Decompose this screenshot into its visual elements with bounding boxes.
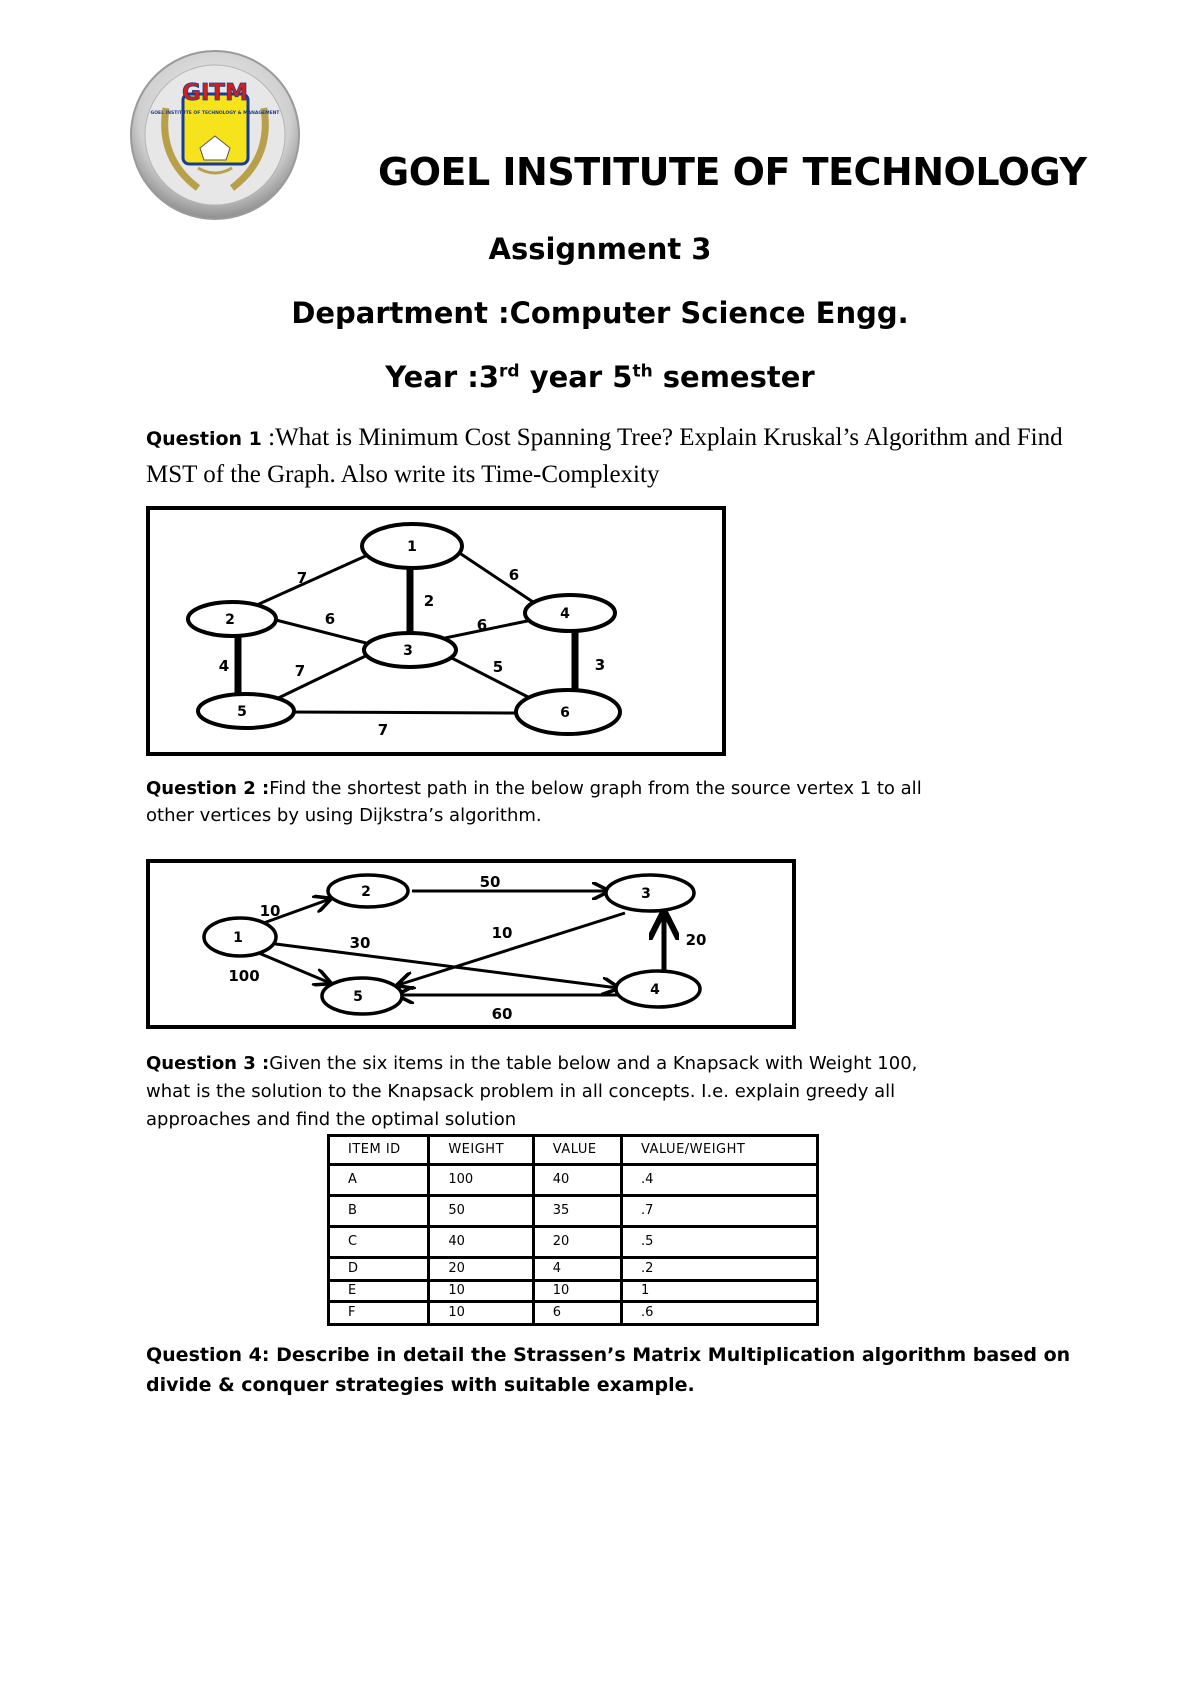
edge-2-3 <box>268 618 370 644</box>
department-line: Department :Computer Science Engg. <box>291 296 909 330</box>
table-row <box>329 1281 818 1302</box>
table-row <box>329 1165 818 1196</box>
edge-1-5 <box>254 951 330 983</box>
table-cell: 10 <box>429 1302 533 1325</box>
question-2: Question 2 :Find the shortest path in the below graph from the source vertex 1 to all other vertices by using Dijkstra’s algorithm. <box>146 778 922 826</box>
logo-subtext: GOEL INSTITUTE OF TECHNOLOGY & MANAGEMENT <box>150 111 280 116</box>
table-row <box>329 1227 818 1258</box>
node-3-label: 3 <box>641 886 651 902</box>
table-row <box>329 1196 818 1227</box>
table-row <box>329 1258 818 1281</box>
year-line: Year :3rd year 5th semester <box>385 360 815 394</box>
weight-4-3: 20 <box>685 931 707 949</box>
table-cell: B <box>329 1196 429 1227</box>
table-cell: 40 <box>429 1227 533 1258</box>
weight-1-5: 100 <box>228 967 260 985</box>
weight-2-5: 4 <box>218 657 230 675</box>
table-cell: A <box>329 1165 429 1196</box>
column-header-value: VALUE <box>533 1136 621 1165</box>
table-cell: .7 <box>622 1196 818 1227</box>
edge-3-5 <box>270 650 378 702</box>
table-cell: 6 <box>533 1302 621 1325</box>
table-header-row <box>329 1136 818 1165</box>
weight-1-3: 2 <box>423 592 435 610</box>
weight-1-2: 7 <box>296 569 308 587</box>
weight-3-4: 6 <box>476 616 488 634</box>
edge-1-4 <box>268 943 618 988</box>
table-cell: 35 <box>533 1196 621 1227</box>
dijkstra-graph-figure <box>146 859 796 1029</box>
node-6-label: 6 <box>560 705 570 721</box>
weight-1-4: 30 <box>349 934 371 952</box>
node-5-label: 5 <box>237 704 247 720</box>
table-cell: 50 <box>429 1196 533 1227</box>
table-cell: E <box>329 1281 429 1302</box>
mst-graph-figure <box>146 506 726 756</box>
column-header-value-weight: VALUE/WEIGHT <box>622 1136 818 1165</box>
table-cell: .2 <box>622 1258 818 1281</box>
table-cell: 100 <box>429 1165 533 1196</box>
node-4-label: 4 <box>650 982 660 998</box>
table-cell: .5 <box>622 1227 818 1258</box>
table-cell: 1 <box>622 1281 818 1302</box>
weight-2-3: 6 <box>324 610 336 628</box>
assignment-title: Assignment 3 <box>488 232 712 266</box>
knapsack-table <box>327 1134 819 1326</box>
table-cell: D <box>329 1258 429 1281</box>
weight-3-6: 5 <box>492 658 504 676</box>
table-cell: F <box>329 1302 429 1325</box>
question-1: Question 1 :What is Minimum Cost Spanning Tree? Explain Kruskal’s Algorithm and Find MST of the Graph. Also write its Time-Complexity <box>146 424 1063 488</box>
node-1-label: 1 <box>407 539 417 555</box>
table-row <box>329 1302 818 1325</box>
institute-name: GOEL INSTITUTE OF TECHNOLOGY <box>378 150 1087 194</box>
table-cell: 4 <box>533 1258 621 1281</box>
weight-1-4: 6 <box>508 566 520 584</box>
weight-3-5: 10 <box>491 924 513 942</box>
table-cell: .4 <box>622 1165 818 1196</box>
edge-3-4 <box>445 620 532 638</box>
weight-4-6: 3 <box>594 656 606 674</box>
table-cell: 20 <box>533 1227 621 1258</box>
edge-1-4 <box>455 550 545 610</box>
node-5-label: 5 <box>353 989 363 1005</box>
node-4 <box>525 595 615 631</box>
weight-2-3: 50 <box>479 873 501 891</box>
question-3: Question 3 :Given the six items in the table below and a Knapsack with Weight 100, what is the solution to the Knapsack problem in all concepts. I.e. explain greedy all approaches and find the optimal solution <box>146 1053 918 1130</box>
logo-text: GITM <box>181 80 249 106</box>
weight-4-5: 60 <box>491 1005 513 1023</box>
column-header-item-id: ITEM ID <box>329 1136 429 1165</box>
table-cell: 20 <box>429 1258 533 1281</box>
table-cell: 40 <box>533 1165 621 1196</box>
edge-5-6 <box>285 712 518 713</box>
question-4: Question 4: Describe in detail the Strassen’s Matrix Multiplication algorithm based on divide & conquer strategies with suitable example. <box>146 1344 1071 1396</box>
node-2-label: 2 <box>361 884 371 900</box>
weight-3-5: 7 <box>294 662 306 680</box>
edge-3-6 <box>440 652 530 698</box>
table-cell: C <box>329 1227 429 1258</box>
table-cell: .6 <box>622 1302 818 1325</box>
column-header-weight: WEIGHT <box>429 1136 533 1165</box>
node-4-label: 4 <box>560 606 570 622</box>
node-2-label: 2 <box>225 612 235 628</box>
node-1-label: 1 <box>233 930 243 946</box>
table-cell: 10 <box>533 1281 621 1302</box>
institute-logo <box>128 48 303 223</box>
table-cell: 10 <box>429 1281 533 1302</box>
weight-5-6: 7 <box>377 721 389 739</box>
node-3-label: 3 <box>403 643 413 659</box>
weight-1-2: 10 <box>259 902 281 920</box>
